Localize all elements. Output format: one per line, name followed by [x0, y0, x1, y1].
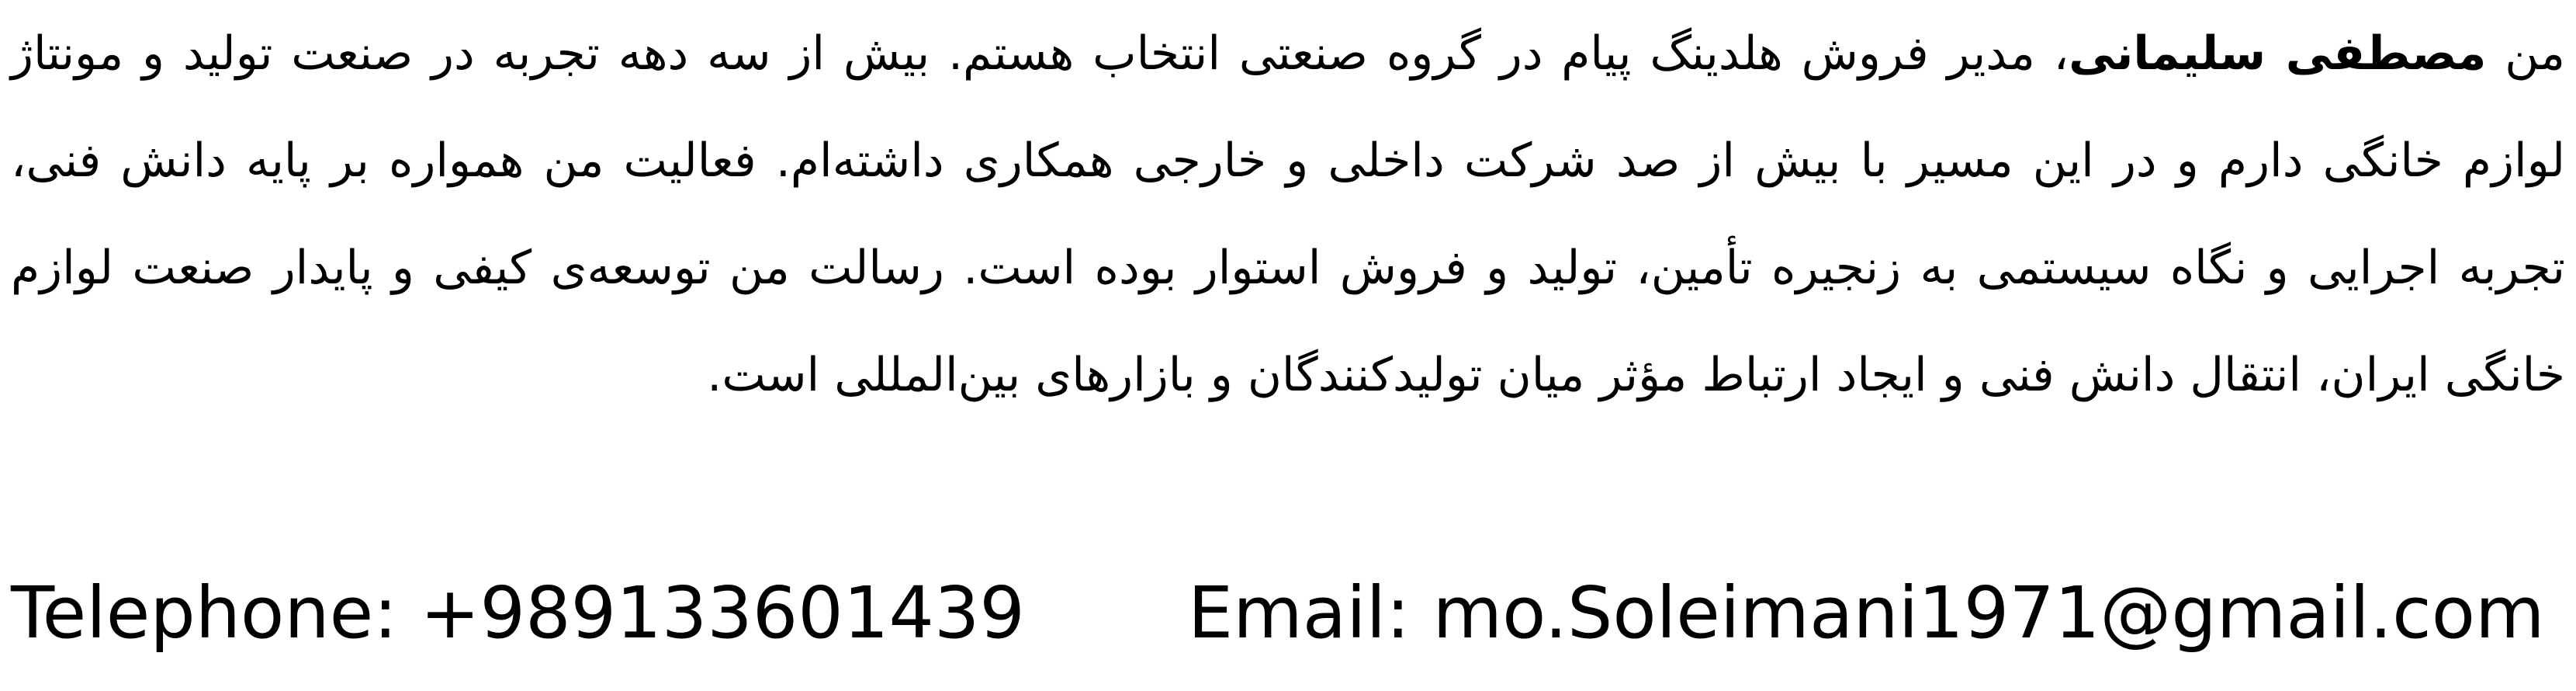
- bio-paragraph: [11, 0, 2565, 429]
- bio-intro: من: [2486, 26, 2566, 81]
- contact-line: [11, 567, 2565, 660]
- email-text: Email: mo.Soleimani1971@gmail.com: [1187, 571, 2545, 655]
- person-name: مصطفی سلیمانی: [2069, 26, 2487, 81]
- telephone-text: Telephone: +989133601439: [11, 571, 1025, 655]
- bio-text: ، مدیر فروش هلدینگ پیام در گروه صنعتی انتخاب هستم. بیش از سه دهه تجربه در صنعت تولید و مونتاژ لوازم خانگی دارم و در این مسیر با بیش از صد شرکت داخلی و خارجی همکاری داشته‌ام. فعالیت من همواره بر پایه دانش فنی، تجربه اجرایی و نگاه سیستمی به زنجیره تأمین، تولید و فروش استوار بوده است. رسالت من توسعه‌ی کیفی و پایدار صنعت لوازم خانگی ایران، انتقال دانش فنی و ایجاد ارتباط مؤثر میان تولیدکنندگان و بازارهای بین‌المللی است.: [11, 26, 2565, 402]
